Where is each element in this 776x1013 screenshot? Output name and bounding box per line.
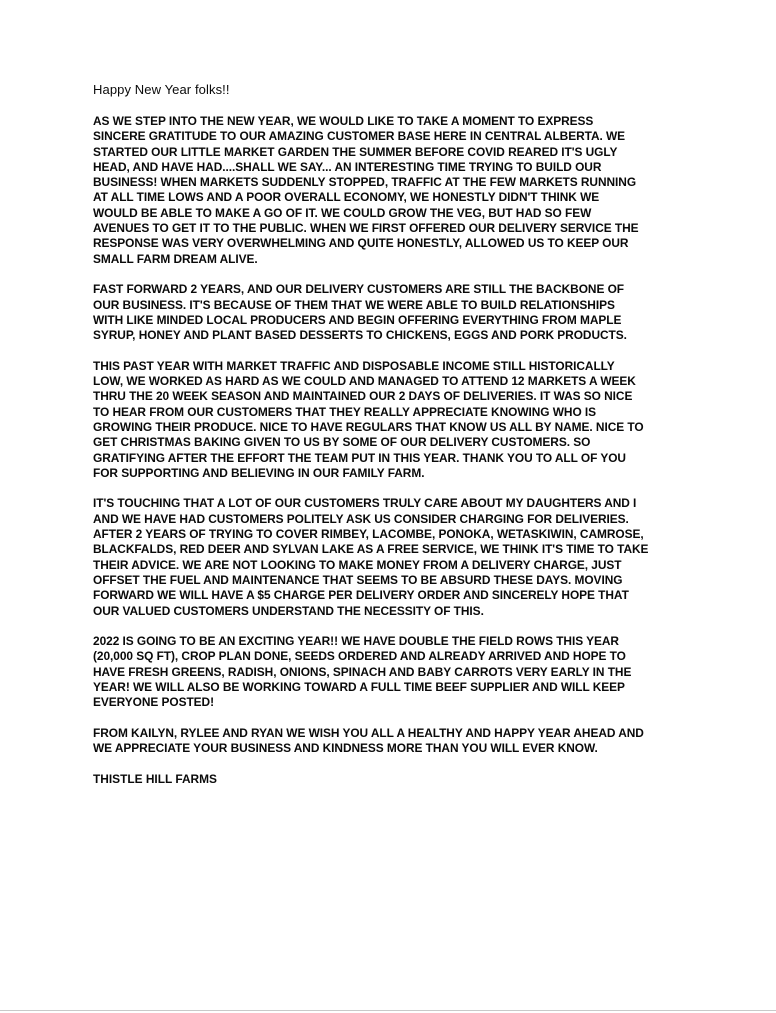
greeting: Happy New Year folks!! <box>93 82 230 97</box>
paragraph-line: OUR BUSINESS. IT'S BECAUSE OF THEM THAT WE WERE ABLE TO BUILD RELATIONSHIPS <box>93 297 615 312</box>
paragraph-line: SINCERE GRATITUDE TO OUR AMAZING CUSTOMER BASE HERE IN CENTRAL ALBERTA. WE <box>93 129 626 144</box>
paragraph-line: SYRUP, HONEY AND PLANT BASED DESSERTS TO CHICKENS, EGGS AND PORK PRODUCTS. <box>93 328 627 343</box>
paragraph-line: HAVE FRESH GREENS, RADISH, ONIONS, SPINACH AND BABY CARROTS VERY EARLY IN THE <box>93 664 632 679</box>
paragraph-gratitude <box>93 114 703 267</box>
paragraph-2022-plans <box>93 634 703 710</box>
paragraph-line: AT ALL TIME LOWS AND A POOR OVERALL ECONOMY, WE HONESTLY DIDN'T THINK WE <box>93 190 600 205</box>
paragraph-line: SMALL FARM DREAM ALIVE. <box>93 251 258 266</box>
paragraph-line: THIS PAST YEAR WITH MARKET TRAFFIC AND DISPOSABLE INCOME STILL HISTORICALLY <box>93 358 615 373</box>
paragraph-line: STARTED OUR LITTLE MARKET GARDEN THE SUMMER BEFORE COVID REARED IT'S UGLY <box>93 144 618 159</box>
paragraph-line: LOW, WE WORKED AS HARD AS WE COULD AND MANAGED TO ATTEND 12 MARKETS A WEEK <box>93 374 636 389</box>
paragraph-line: AS WE STEP INTO THE NEW YEAR, WE WOULD LIKE TO TAKE A MOMENT TO EXPRESS <box>93 114 594 128</box>
paragraph-line: FROM KAILYN, RYLEE AND RYAN WE WISH YOU ALL A HEALTHY AND HAPPY YEAR AHEAD AND <box>93 725 644 740</box>
paragraph-line: TO HEAR FROM OUR CUSTOMERS THAT THEY REALLY APPRECIATE KNOWING WHO IS <box>93 404 597 419</box>
paragraph-line: GRATIFYING AFTER THE EFFORT THE TEAM PUT IN THIS YEAR. THANK YOU TO ALL OF YOU <box>93 450 626 465</box>
paragraph-past-year <box>93 359 703 481</box>
signature: THISTLE HILL FARMS <box>93 771 217 786</box>
paragraph-line: RESPONSE WAS VERY OVERWHELMING AND QUITE HONESTLY, ALLOWED US TO KEEP OUR <box>93 236 629 251</box>
paragraph-line: EVERYONE POSTED! <box>93 695 214 710</box>
paragraph-line: GROWING THEIR PRODUCE. NICE TO HAVE REGULARS THAT KNOW US ALL BY NAME. NICE TO <box>93 419 644 434</box>
paragraph-line: BLACKFALDS, RED DEER AND SYLVAN LAKE AS A FREE SERVICE, WE THINK IT'S TIME TO TAKE <box>93 542 649 557</box>
paragraph-line: GET CHRISTMAS BAKING GIVEN TO US BY SOME OF OUR DELIVERY CUSTOMERS. SO <box>93 435 591 450</box>
paragraph-line: (20,000 SQ FT), CROP PLAN DONE, SEEDS ORDERED AND ALREADY ARRIVED AND HOPE TO <box>93 649 626 664</box>
paragraph-fast-forward <box>93 282 703 343</box>
paragraph-line: THRU THE 20 WEEK SEASON AND MAINTAINED OUR 2 DAYS OF DELIVERIES. IT WAS SO NICE <box>93 389 633 404</box>
paragraph-delivery-charge <box>93 496 703 618</box>
paragraph-line: OFFSET THE FUEL AND MAINTENANCE THAT SEEMS TO BE ABSURD THESE DAYS. MOVING <box>93 572 623 587</box>
paragraph-line: WOULD BE ABLE TO MAKE A GO OF IT. WE COULD GROW THE VEG, BUT HAD SO FEW <box>93 205 592 220</box>
paragraph-line: BUSINESS! WHEN MARKETS SUDDENLY STOPPED, TRAFFIC AT THE FEW MARKETS RUNNING <box>93 175 637 190</box>
paragraph-line: AFTER 2 YEARS OF TRYING TO COVER RIMBEY, LACOMBE, PONOKA, WETASKIWIN, CAMROSE, <box>93 527 644 542</box>
paragraph-line: FAST FORWARD 2 YEARS, AND OUR DELIVERY CUSTOMERS ARE STILL THE BACKBONE OF <box>93 282 624 297</box>
paragraph-line: THEIR ADVICE. WE ARE NOT LOOKING TO MAKE MONEY FROM A DELIVERY CHARGE, JUST <box>93 557 622 572</box>
paragraph-line: AND WE HAVE HAD CUSTOMERS POLITELY ASK US CONSIDER CHARGING FOR DELIVERIES. <box>93 511 629 526</box>
letter-body <box>93 82 703 787</box>
paragraph-line: FOR SUPPORTING AND BELIEVING IN OUR FAMILY FARM. <box>93 465 425 480</box>
paragraph-line: WE APPRECIATE YOUR BUSINESS AND KINDNESS MORE THAN YOU WILL EVER KNOW. <box>93 741 598 756</box>
paragraph-line: OUR VALUED CUSTOMERS UNDERSTAND THE NECESSITY OF THIS. <box>93 603 484 618</box>
paragraph-line: AVENUES TO GET IT TO THE PUBLIC. WHEN WE FIRST OFFERED OUR DELIVERY SERVICE THE <box>93 221 639 236</box>
paragraph-line: FORWARD WE WILL HAVE A $5 CHARGE PER DELIVERY ORDER AND SINCERELY HOPE THAT <box>93 588 629 603</box>
paragraph-line: 2022 IS GOING TO BE AN EXCITING YEAR!! WE HAVE DOUBLE THE FIELD ROWS THIS YEAR <box>93 634 619 649</box>
paragraph-line: WITH LIKE MINDED LOCAL PRODUCERS AND BEGIN OFFERING EVERYTHING FROM MAPLE <box>93 312 622 327</box>
paragraph-line: YEAR! WE WILL ALSO BE WORKING TOWARD A FULL TIME BEEF SUPPLIER AND WILL KEEP <box>93 679 625 694</box>
paragraph-line: IT'S TOUCHING THAT A LOT OF OUR CUSTOMERS TRULY CARE ABOUT MY DAUGHTERS AND I <box>93 496 637 511</box>
paragraph-closing <box>93 726 703 757</box>
paragraph-line: HEAD, AND HAVE HAD....SHALL WE SAY... AN INTERESTING TIME TRYING TO BUILD OUR <box>93 159 602 174</box>
